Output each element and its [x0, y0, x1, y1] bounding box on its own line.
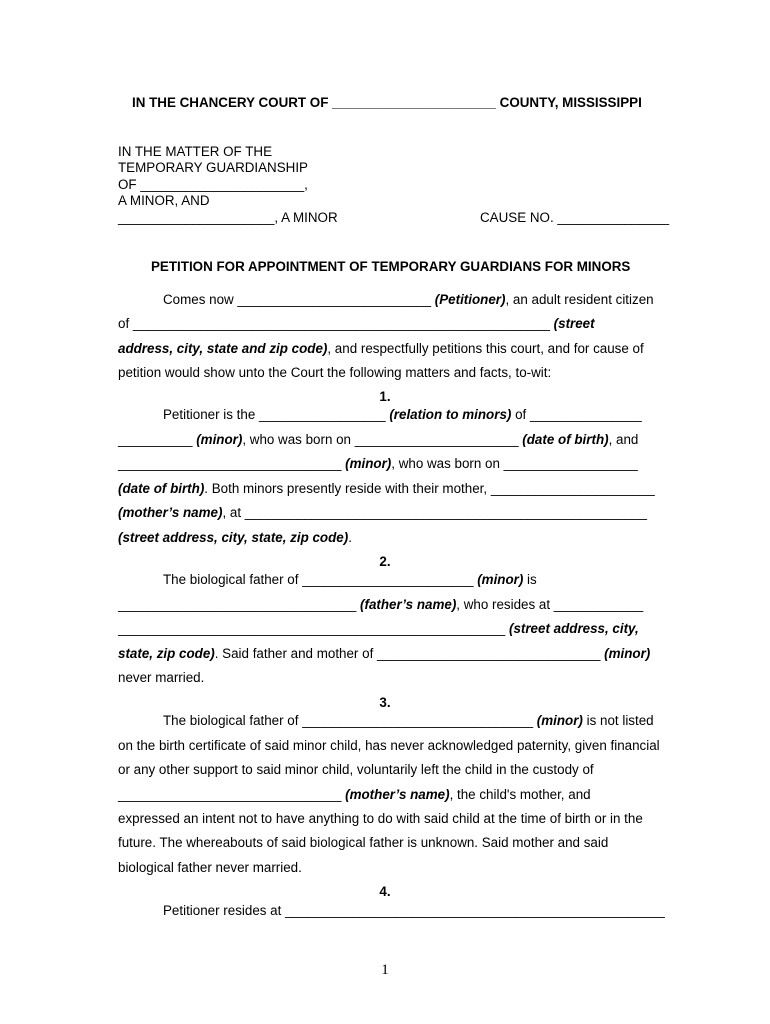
- s1-line-2: __________ (minor), who was born on ______________________ (date of birth), and: [118, 432, 639, 447]
- s4-line-1: Petitioner resides at ___________________________________________________: [163, 903, 665, 918]
- s2-line-1: The biological father of _______________________ (minor) is: [163, 572, 537, 587]
- s3-line-7: biological father never married.: [118, 860, 302, 875]
- section-1-number: 1.: [379, 389, 391, 404]
- cause-number: CAUSE NO. _______________: [480, 210, 670, 225]
- s2-line-5: never married.: [118, 670, 205, 685]
- court-heading: IN THE CHANCERY COURT OF ______________________ COUNTY, MISSISSIPPI: [132, 95, 642, 110]
- caption-line-4: A MINOR, AND: [118, 193, 210, 208]
- s1-line-4: (date of birth). Both minors presently reside with their mother, ______________________: [118, 481, 655, 496]
- s2-line-3: ____________________________________________________ (street address, city,: [118, 621, 639, 636]
- s3-line-5: expressed an intent not to have anything to do with said child at the time of birth or in the: [118, 811, 643, 826]
- caption-line-2: TEMPORARY GUARDIANSHIP: [118, 160, 308, 175]
- s3-line-3: or any other support to said minor child, voluntarily left the child in the custody of: [118, 762, 594, 777]
- s1-line-6: (street address, city, state, zip code).: [118, 530, 352, 545]
- s1-line-3: ______________________________ (minor), who was born on __________________: [118, 456, 638, 471]
- petition-title: PETITION FOR APPOINTMENT OF TEMPORARY GUARDIANS FOR MINORS: [151, 259, 631, 274]
- section-4-number: 4.: [379, 884, 391, 899]
- s2-line-2: ________________________________ (father’s name), who resides at ____________: [118, 597, 644, 612]
- caption-line-5: _____________________, A MINOR: [118, 210, 338, 225]
- caption-line-1: IN THE MATTER OF THE: [118, 144, 272, 159]
- section-2-number: 2.: [379, 554, 391, 569]
- s2-line-4: state, zip code). Said father and mother of ______________________________ (minor): [118, 646, 651, 661]
- s3-line-1: The biological father of _______________________________ (minor) is not listed: [163, 713, 654, 728]
- intro-line-2: of ________________________________________________________ (street: [118, 316, 595, 331]
- section-3-number: 3.: [379, 695, 391, 710]
- s1-line-1: Petitioner is the _________________ (relation to minors) of _______________: [163, 407, 642, 422]
- s1-line-5: (mother’s name), at ______________________________________________________: [118, 505, 647, 520]
- intro-line-1: Comes now __________________________ (Petitioner), an adult resident citizen: [163, 292, 654, 307]
- intro-line-3: address, city, state and zip code), and respectfully petitions this court, and for cause of: [118, 341, 644, 356]
- s3-line-6: future. The whereabouts of said biological father is unknown. Said mother and said: [118, 835, 609, 850]
- caption-line-3: OF ______________________,: [118, 177, 308, 192]
- page-number: 1: [381, 962, 389, 978]
- s3-line-2: on the birth certificate of said minor child, has never acknowledged paternity, given financial: [118, 738, 660, 753]
- intro-line-4: petition would show unto the Court the following matters and facts, to-wit:: [118, 365, 552, 380]
- s3-line-4: ______________________________ (mother’s name), the child's mother, and: [118, 787, 591, 802]
